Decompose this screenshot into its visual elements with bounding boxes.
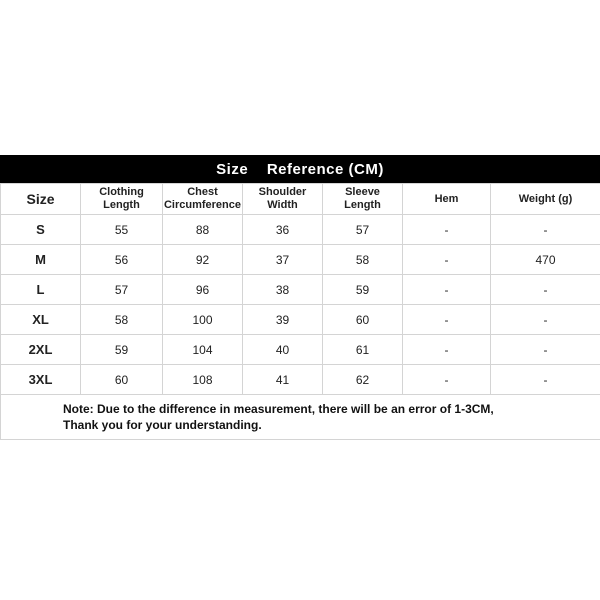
cell-hem: - [403, 365, 491, 395]
cell-sleeve: 57 [323, 215, 403, 245]
cell-shoulder: 38 [243, 275, 323, 305]
cell-chest: 92 [163, 245, 243, 275]
cell-hem: - [403, 215, 491, 245]
cell-shoulder: 36 [243, 215, 323, 245]
cell-shoulder: 40 [243, 335, 323, 365]
cell-shoulder: 37 [243, 245, 323, 275]
cell-sleeve: 62 [323, 365, 403, 395]
header-row [1, 184, 600, 215]
note-cell [1, 395, 600, 440]
table-row [1, 215, 600, 245]
cell-size: L [1, 275, 81, 305]
cell-hem: - [403, 335, 491, 365]
cell-clothing-length: 59 [81, 335, 163, 365]
cell-sleeve: 59 [323, 275, 403, 305]
cell-chest: 104 [163, 335, 243, 365]
cell-size: M [1, 245, 81, 275]
cell-size: XL [1, 305, 81, 335]
cell-chest: 88 [163, 215, 243, 245]
cell-sleeve: 58 [323, 245, 403, 275]
cell-clothing-length: 55 [81, 215, 163, 245]
cell-chest: 100 [163, 305, 243, 335]
cell-chest: 108 [163, 365, 243, 395]
cell-shoulder: 41 [243, 365, 323, 395]
cell-weight: - [491, 215, 600, 245]
table-row [1, 245, 600, 275]
note-line-1: Note: Due to the difference in measurement, there will be an error of 1-3CM, [63, 402, 494, 416]
cell-weight: - [491, 275, 600, 305]
cell-clothing-length: 58 [81, 305, 163, 335]
cell-weight: - [491, 305, 600, 335]
note-row [1, 395, 600, 440]
table-row [1, 305, 600, 335]
header-hem: Hem [403, 184, 491, 215]
cell-hem: - [403, 275, 491, 305]
cell-chest: 96 [163, 275, 243, 305]
chart-title-bar [0, 155, 600, 183]
cell-weight: - [491, 335, 600, 365]
cell-hem: - [403, 245, 491, 275]
cell-sleeve: 60 [323, 305, 403, 335]
size-chart [0, 155, 600, 440]
cell-clothing-length: 57 [81, 275, 163, 305]
cell-clothing-length: 60 [81, 365, 163, 395]
cell-size: S [1, 215, 81, 245]
cell-size: 2XL [1, 335, 81, 365]
header-shoulder-width: Shoulder Width [243, 184, 323, 215]
header-size: Size [1, 184, 81, 215]
table-row [1, 365, 600, 395]
header-chest-circumference: Chest Circumference [163, 184, 243, 215]
cell-sleeve: 61 [323, 335, 403, 365]
header-sleeve-length: Sleeve Length [323, 184, 403, 215]
table-row [1, 335, 600, 365]
cell-weight: 470 [491, 245, 600, 275]
note-line-2: Thank you for your understanding. [63, 418, 262, 432]
chart-title: Size Reference (CM) [216, 160, 384, 178]
size-table [0, 183, 600, 440]
cell-hem: - [403, 305, 491, 335]
header-clothing-length: Clothing Length [81, 184, 163, 215]
cell-clothing-length: 56 [81, 245, 163, 275]
cell-size: 3XL [1, 365, 81, 395]
cell-shoulder: 39 [243, 305, 323, 335]
cell-weight: - [491, 365, 600, 395]
table-row [1, 275, 600, 305]
header-weight: Weight (g) [491, 184, 600, 215]
